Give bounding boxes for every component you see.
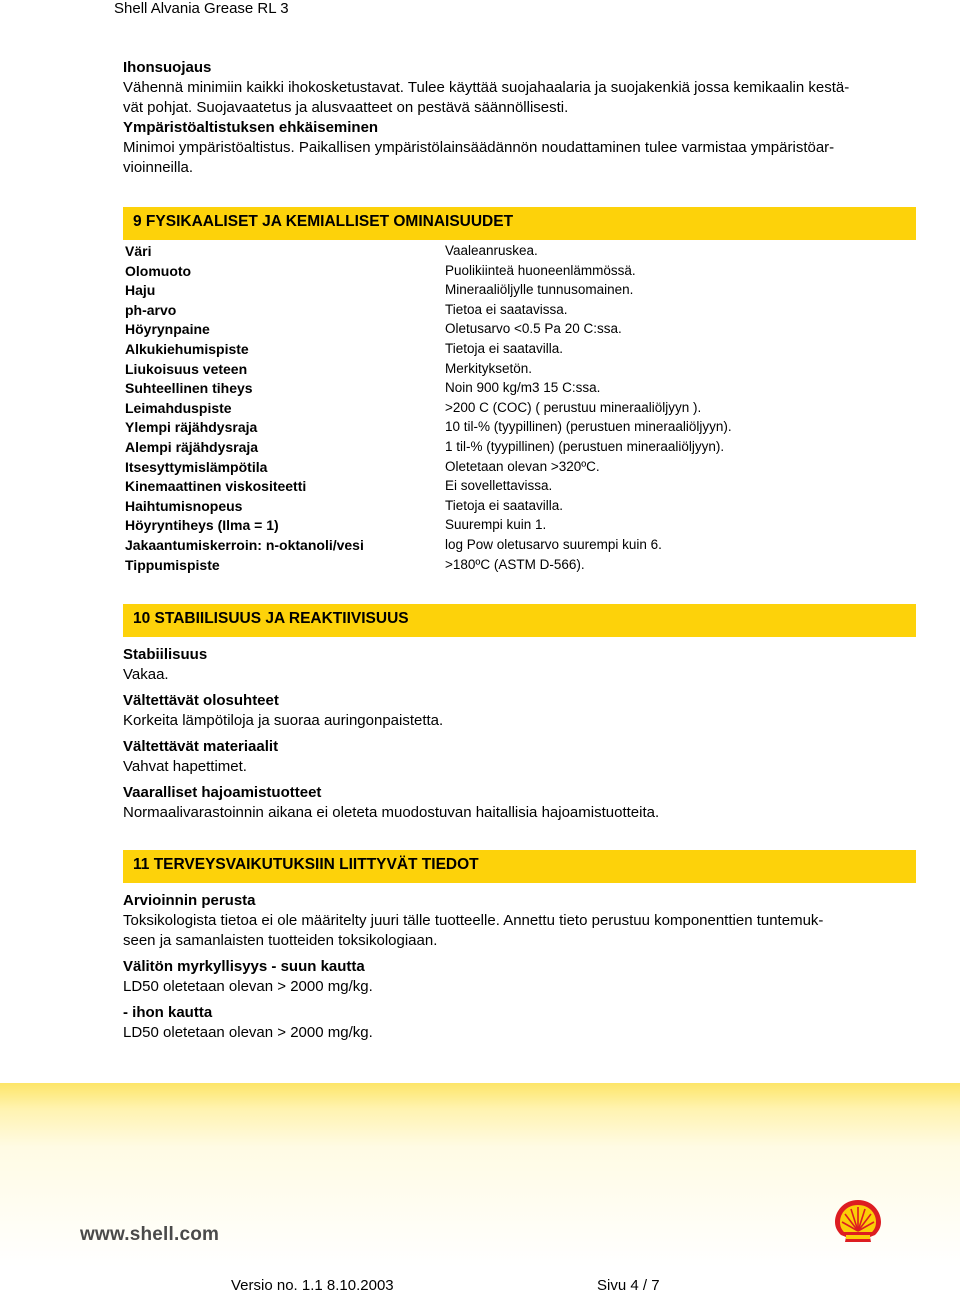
property-label: Tippumispiste: [125, 556, 220, 573]
property-value: Puolikiinteä huoneenlämmössä.: [445, 262, 636, 278]
properties-table: [125, 242, 905, 575]
skin-protection-line-2: vät pohjat. Suojavaatetus ja alusvaatteet on pestävä säännöllisesti.: [123, 99, 569, 116]
assessment-line-1: Toksikologista tietoa ei ole määritelty juuri tälle tuotteelle. Annettu tieto perustuu komponenttien tuntemuk-: [123, 912, 824, 929]
skin-protection-line-1: Vähennä minimiin kaikki ihokosketustavat. Tulee käyttää suojahaalaria ja suojakenkiä jossa kemikaalin kestä-: [123, 79, 850, 96]
property-value: Oletetaan olevan >320ºC.: [445, 458, 600, 474]
stability-heading: Stabiilisuus: [123, 646, 208, 663]
property-row: [125, 497, 905, 517]
property-label: Itsesyttymislämpötila: [125, 458, 268, 475]
property-row: [125, 477, 905, 497]
property-row: [125, 438, 905, 458]
property-value: Tietoa ei saatavissa.: [445, 301, 568, 317]
property-value: 1 til-% (tyypillinen) (perustuen mineraaliöljyyn).: [445, 438, 725, 454]
dermal-toxicity-text: LD50 oletetaan olevan > 2000 mg/kg.: [123, 1024, 373, 1041]
footer-version: Versio no. 1.1 8.10.2003: [231, 1277, 394, 1294]
property-value: Oletusarvo <0.5 Pa 20 C:ssa.: [445, 321, 622, 337]
shell-website-logo: www.shell.com: [80, 1224, 220, 1245]
skin-protection-block: [123, 58, 913, 178]
stability-text: Vakaa.: [123, 666, 169, 683]
property-value: Merkityksetön.: [445, 360, 533, 376]
property-label: Väri: [125, 243, 152, 259]
property-value: Noin 900 kg/m3 15 C:ssa.: [445, 380, 601, 396]
property-row: [125, 320, 905, 340]
property-value: Tietoja ei saatavilla.: [445, 340, 564, 356]
property-value: Mineraaliöljylle tunnusomainen.: [445, 282, 634, 298]
property-row: [125, 379, 905, 399]
property-value: >200 C (COC) ( perustuu mineraaliöljyyn ).: [445, 399, 702, 415]
property-row: [125, 399, 905, 419]
materials-text: Vahvat hapettimet.: [123, 758, 247, 775]
property-value: >180ºC (ASTM D-566).: [445, 556, 585, 572]
property-row: [125, 281, 905, 301]
property-label: Haju: [125, 282, 156, 299]
oral-toxicity-heading: Välitön myrkyllisyys - suun kautta: [123, 958, 365, 975]
property-label: Alkukiehumispiste: [125, 340, 249, 357]
section-11-banner: [123, 850, 916, 883]
footer-page-number: Sivu 4 / 7: [597, 1277, 660, 1294]
property-row: [125, 458, 905, 478]
property-row: [125, 360, 905, 380]
property-label: Leimahduspiste: [125, 399, 232, 416]
property-label: Höyrynpaine: [125, 321, 210, 338]
property-row: [125, 301, 905, 321]
dermal-toxicity-heading: - ihon kautta: [123, 1004, 213, 1021]
conditions-text: Korkeita lämpötiloja ja suoraa auringonpaistetta.: [123, 712, 444, 729]
property-row: [125, 536, 905, 556]
property-row: [125, 556, 905, 576]
decomposition-heading: Vaaralliset hajoamistuotteet: [123, 784, 322, 801]
section-9-banner: [123, 207, 916, 240]
property-label: ph-arvo: [125, 301, 177, 318]
property-label: Alempi räjähdysraja: [125, 438, 259, 455]
property-label: Haihtumisnopeus: [125, 497, 243, 514]
property-label: Ylempi räjähdysraja: [125, 419, 258, 436]
property-row: [125, 242, 905, 262]
section-11-body: [123, 891, 913, 1043]
property-value: 10 til-% (tyypillinen) (perustuen mineraaliöljyyn).: [445, 419, 732, 435]
oral-toxicity-text: LD50 oletetaan olevan > 2000 mg/kg.: [123, 978, 373, 995]
property-row: [125, 418, 905, 438]
environment-line-2: vioinneilla.: [123, 159, 194, 176]
property-label: Suhteellinen tiheys: [125, 380, 253, 397]
property-label: Jakaantumiskerroin: n-oktanoli/vesi: [125, 536, 364, 553]
property-value: Ei sovellettavissa.: [445, 478, 553, 494]
materials-heading: Vältettävät materiaalit: [123, 738, 279, 755]
property-row: [125, 340, 905, 360]
section-9-title: 9 FYSIKAALISET JA KEMIALLISET OMINAISUUDET: [133, 213, 514, 230]
document-title: Shell Alvania Grease RL 3: [114, 0, 289, 17]
assessment-heading: Arvioinnin perusta: [123, 892, 256, 909]
environment-line-1: Minimoi ympäristöaltistus. Paikallisen ympäristölainsäädännön noudattaminen tulee varmistaa ympäristöar-: [123, 139, 835, 156]
section-10-banner: [123, 604, 916, 637]
property-row: [125, 262, 905, 282]
property-label: Olomuoto: [125, 262, 192, 279]
assessment-line-2: seen ja samanlaisten tuotteiden toksikologiaan.: [123, 932, 438, 949]
property-value: Vaaleanruskea.: [445, 243, 538, 258]
shell-pecten-icon: [832, 1197, 884, 1245]
property-row: [125, 516, 905, 536]
skin-protection-heading: Ihonsuojaus: [123, 59, 212, 76]
property-value: log Pow oletusarvo suurempi kuin 6.: [445, 536, 662, 552]
section-10-body: [123, 645, 913, 823]
property-label: Höyryntiheys (Ilma = 1): [125, 517, 279, 534]
section-10-title: 10 STABIILISUUS JA REAKTIIVISUUS: [133, 610, 409, 627]
decomposition-text: Normaalivarastoinnin aikana ei oleteta muodostuvan haitallisia hajoamistuotteita.: [123, 804, 660, 821]
property-label: Kinemaattinen viskositeetti: [125, 478, 307, 495]
section-11-title: 11 TERVEYSVAIKUTUKSIIN LIITTYVÄT TIEDOT: [133, 856, 479, 873]
conditions-heading: Vältettävät olosuhteet: [123, 692, 279, 709]
property-label: Liukoisuus veteen: [125, 360, 248, 377]
environment-heading: Ympäristöaltistuksen ehkäiseminen: [123, 119, 379, 136]
property-value: Tietoja ei saatavilla.: [445, 497, 564, 513]
property-value: Suurempi kuin 1.: [445, 517, 547, 533]
